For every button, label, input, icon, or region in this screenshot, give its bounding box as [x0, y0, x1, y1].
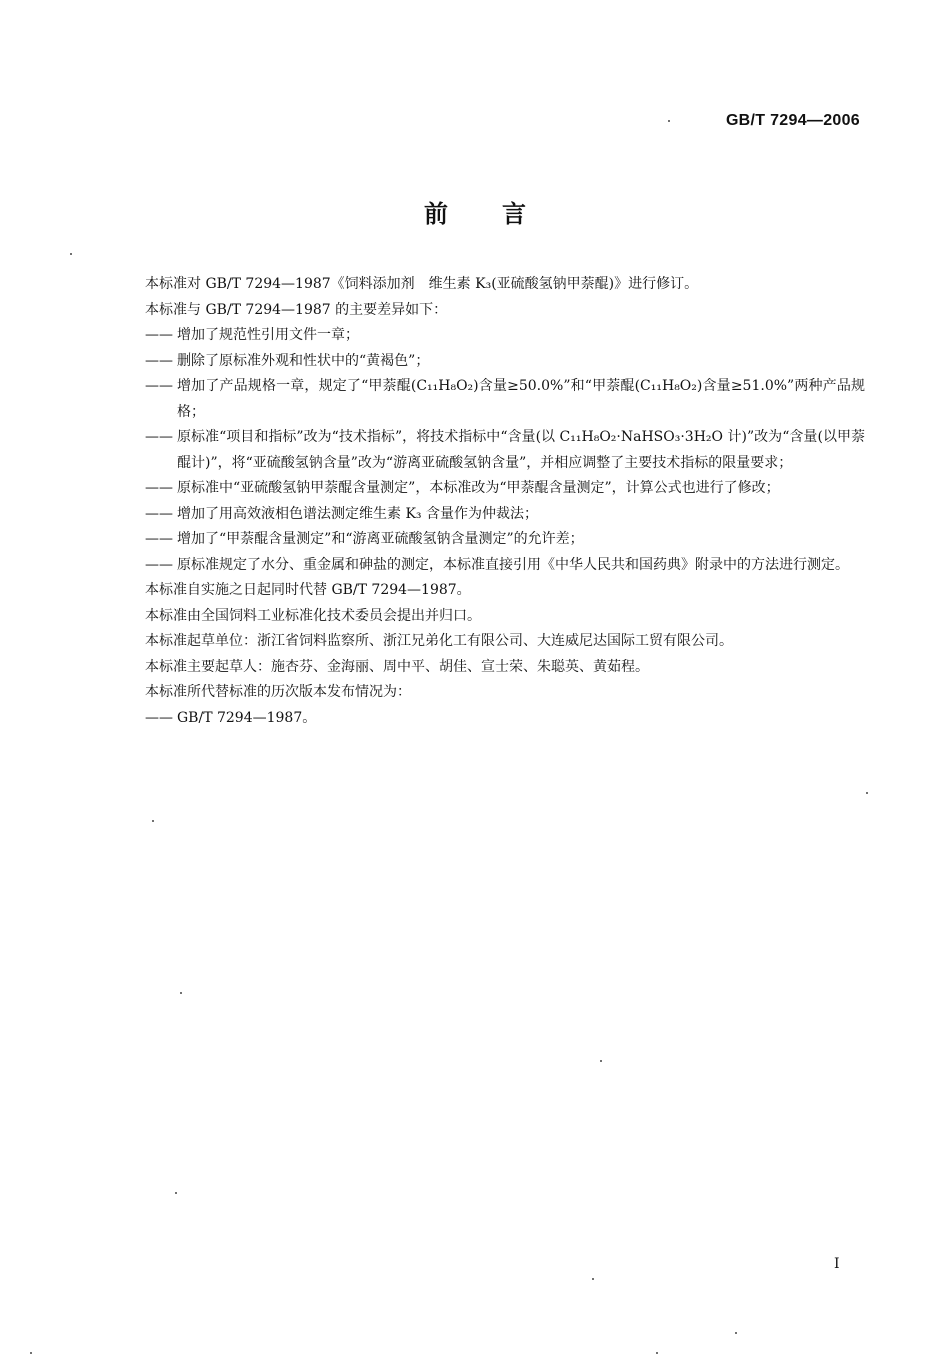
scan-speck — [70, 253, 72, 255]
scan-speck — [600, 1060, 602, 1062]
difference-item — [145, 553, 865, 579]
difference-text: 增加了规范性引用文件一章； — [177, 327, 359, 343]
intro-paragraph: 本标准对 GB/T 7294—1987《饲料添加剂 维生素 K₃(亚硫酸氢钠甲萘醌)》进行修订。 — [145, 276, 699, 292]
difference-text: 增加了产品规格一章，规定了“甲萘醌(C₁₁H₈O₂)含量≥50.0%”和“甲萘醌(C₁₁H₈O₂)含量≥51.0%”两种产品规格； — [177, 378, 865, 420]
scan-speck — [592, 1278, 594, 1280]
list-dash: —— — [145, 352, 173, 369]
difference-item — [145, 323, 865, 349]
closing-paragraph: 本标准由全国饲料工业标准化技术委员会提出并归口。 — [145, 607, 481, 624]
difference-text: 删除了原标准外观和性状中的“黄褐色”； — [177, 352, 430, 369]
list-dash: —— — [145, 556, 173, 573]
foreword-body — [145, 272, 865, 731]
scan-speck — [866, 792, 868, 794]
difference-item — [145, 425, 865, 476]
difference-text: 增加了用高效液相色谱法测定维生素 K₃ 含量作为仲裁法； — [177, 505, 538, 522]
list-dash: —— — [145, 429, 173, 445]
standard-code: GB/T 7294—2006 — [725, 112, 860, 129]
intro-paragraph: 本标准与 GB/T 7294—1987 的主要差异如下： — [145, 301, 448, 318]
scan-speck — [175, 1192, 177, 1194]
list-dash: —— — [145, 709, 173, 726]
difference-item — [145, 527, 865, 553]
list-dash: —— — [145, 505, 173, 522]
closing-paragraph: 本标准起草单位：浙江省饲料监察所、浙江兄弟化工有限公司、大连威尼达国际工贸有限公司。 — [145, 633, 733, 649]
scan-speck — [656, 1352, 658, 1354]
list-dash: —— — [145, 327, 173, 343]
list-dash: —— — [145, 531, 173, 547]
scan-speck — [30, 1352, 32, 1354]
scan-speck — [180, 992, 182, 994]
difference-item — [145, 476, 865, 502]
difference-text: 原标准“项目和指标”改为“技术指标”，将技术指标中“含量(以 C₁₁H₈O₂·NaHSO₃·3H₂O 计)”改为“含量(以甲萘醌计)”，将“亚硫酸氢钠含量”改为“游离亚硫酸氢钠含量”，并相应调整了主要技术指标的限量要求； — [177, 429, 865, 471]
list-dash: —— — [145, 480, 173, 496]
scan-speck — [152, 820, 154, 822]
closing-paragraph: 本标准主要起草人：施杏芬、金海丽、周中平、胡佳、宣士荣、朱聪英、黄茹程。 — [145, 658, 649, 675]
page-number: I — [834, 1256, 840, 1272]
difference-text: 原标准规定了水分、重金属和砷盐的测定，本标准直接引用《中华人民共和国药典》附录中的方法进行测定。 — [177, 556, 849, 573]
difference-item — [145, 349, 865, 375]
closing-paragraph: 本标准所代替标准的历次版本发布情况为： — [145, 684, 411, 700]
history-item — [145, 706, 865, 732]
page-title: 前言 — [424, 200, 580, 228]
list-dash: —— — [145, 378, 173, 394]
difference-text: 增加了“甲萘醌含量测定”和“游离亚硫酸氢钠含量测定”的允许差； — [177, 531, 584, 547]
difference-item — [145, 502, 865, 528]
scan-speck — [668, 120, 670, 122]
difference-text: 原标准中“亚硫酸氢钠甲萘醌含量测定”，本标准改为“甲萘醌含量测定”，计算公式也进行了修改； — [177, 480, 780, 496]
difference-item — [145, 374, 865, 425]
scan-speck — [735, 1332, 737, 1334]
history-text: GB/T 7294—1987。 — [177, 709, 317, 726]
closing-paragraph: 本标准自实施之日起同时代替 GB/T 7294—1987。 — [145, 582, 471, 598]
